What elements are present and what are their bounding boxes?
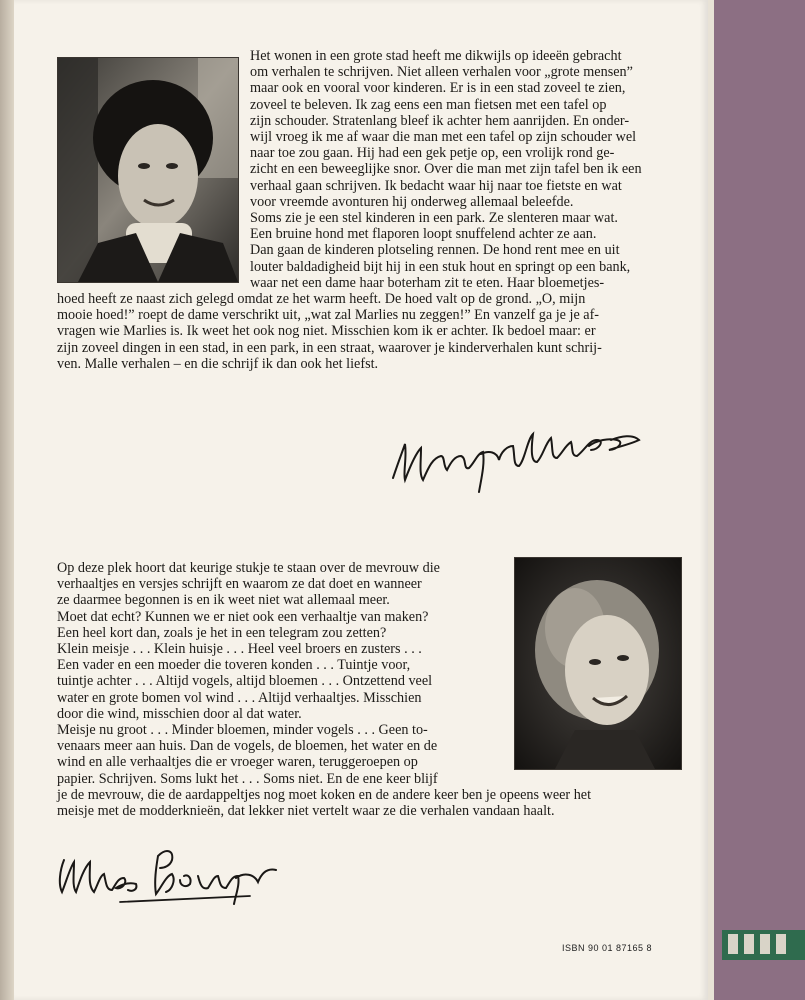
- text-line: Dan gaan de kinderen plotseling rennen. De hond rent mee en uit: [250, 242, 620, 259]
- text-line: louter baldadigheid bijt hij in een stuk hout en springt op een bank,: [250, 258, 631, 275]
- text-line: maar ook en vooral voor kinderen. Er is in een stad zoveel te zien,: [250, 80, 626, 97]
- signature-mies: [50, 820, 290, 910]
- text-line: ze daarmee begonnen is en ik weet niet wat allemaal meer.: [57, 592, 390, 609]
- text-line: Een bruine hond met flaporen loopt snuffelend achter ze aan.: [250, 226, 597, 243]
- text-line: door die wind, misschien door al dat water.: [57, 705, 302, 722]
- green-label-tab: [722, 930, 805, 960]
- author-photo-bottom: [514, 557, 682, 770]
- text-line: Klein meisje . . . Klein huisje . . . Heel veel broers en zusters . . .: [57, 641, 422, 658]
- text-line: voor vreemde avonturen hij onderweg allemaal beleefde.: [250, 193, 574, 210]
- isbn-label: ISBN 90 01 87165 8: [562, 943, 653, 953]
- text-line: Een heel kort dan, zoals je het in een telegram zou zetten?: [57, 624, 387, 641]
- text-line: zijn zoveel dingen in een stad, in een park, in een straat, waarover je kinderverhalen kunt schrij-: [57, 339, 602, 356]
- bio-text-bottom: [57, 560, 499, 787]
- text-line: wijl vroeg ik me af waar die man met een tafel op zijn schouder wel: [250, 129, 637, 146]
- text-line: verhaaltjes en versjes schrijft en waarom ze dat doet en wanneer: [57, 576, 422, 593]
- text-line: zoveel te beleven. Ik zag eens een man fietsen met een tafel op: [250, 96, 607, 113]
- bio-text-top: [250, 48, 678, 291]
- text-line: naar toe zou gaan. Hij had een gek petje op, een vrolijk rond ge-: [250, 145, 615, 162]
- signature-margriet: [385, 400, 655, 495]
- text-line: vragen wie Marlies is. Ik weet het ook nog niet. Misschien kom ik er achter. Ik bedoel maar: er: [57, 323, 596, 340]
- text-line: meisje met de modderknieën, dat lekker niet vertelt waar ze die verhalen vandaan haalt.: [57, 803, 555, 820]
- bio-text-bottom-wide: [57, 787, 679, 819]
- text-line: hoed heeft ze naast zich gelegd omdat ze het warm heeft. De hoed valt op de grond. „O, mijn: [57, 291, 586, 307]
- text-line: zicht en een beweeglijke snor. Over die man met zijn tafel ben ik een: [250, 161, 642, 178]
- text-line: Een vader en een moeder die toveren konden . . . Tuintje voor,: [57, 657, 411, 674]
- text-line: mooie hoed!” roept de dame verschrikt uit, „wat zal Marlies nu zeggen!” En vanzelf ga je je af-: [57, 307, 600, 324]
- text-line: Soms zie je een stel kinderen in een park. Ze slenteren maar wat.: [250, 210, 618, 227]
- text-line: zijn schouder. Stratenlang bleef ik achter hem aanrijden. En onder-: [250, 112, 630, 129]
- text-line: waar net een dame haar boterham zit te eten. Haar bloemetjes-: [250, 274, 605, 291]
- text-line: je de mevrouw, die de aardappeltjes nog moet koken en de andere keer ben je opeens weer het: [57, 787, 592, 803]
- text-line: Moet dat echt? Kunnen we er niet ook een verhaaltje van maken?: [57, 608, 429, 625]
- author-photo-top: [57, 57, 239, 283]
- book-spine: [0, 0, 14, 1000]
- text-line: Het wonen in een grote stad heeft me dikwijls op ideeën gebracht: [250, 48, 622, 64]
- text-line: om verhalen te schrijven. Niet alleen verhalen voor „grote mensen”: [250, 64, 633, 81]
- text-line: ven. Malle verhalen – en die schrijf ik dan ook het liefst.: [57, 355, 379, 372]
- text-line: Meisje nu groot . . . Minder bloemen, minder vogels . . . Geen to-: [57, 722, 428, 739]
- text-line: venaars meer aan huis. Dan de vogels, de bloemen, het water en de: [57, 738, 438, 755]
- text-line: Op deze plek hoort dat keurige stukje te staan over de mevrouw die: [57, 560, 440, 576]
- bio-text-top-wide: [57, 291, 679, 372]
- text-line: wind en alle verhaaltjes die er vroeger waren, teruggeroepen op: [57, 754, 418, 771]
- text-line: tuintje achter . . . Altijd vogels, altijd bloemen . . . Ontzettend veel: [57, 673, 433, 690]
- text-line: verhaal gaan schrijven. Ik bedacht waar hij naar toe fietste en wat: [250, 177, 622, 194]
- text-line: papier. Schrijven. Soms lukt het . . . Soms niet. En de ene keer blijf: [57, 770, 438, 787]
- text-line: water en grote bomen vol wind . . . Altijd verhaaltjes. Misschien: [57, 689, 422, 706]
- purple-cover-band: [708, 0, 805, 1000]
